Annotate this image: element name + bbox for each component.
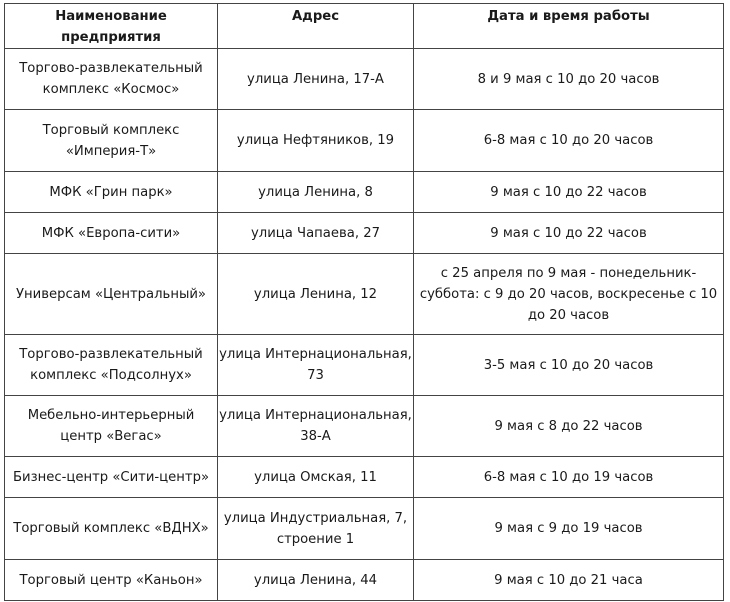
header-row — [5, 4, 724, 49]
cell-name: Торгово-развлекательный комплекс «Подсолнух» — [5, 335, 218, 396]
cell-name: Торговый центр «Каньон» — [5, 560, 218, 601]
cell-name: Торговый комплекс «Империя-Т» — [5, 110, 218, 172]
table-body — [5, 49, 724, 601]
cell-name: Бизнес-центр «Сити-центр» — [5, 457, 218, 498]
cell-hours: 9 мая с 10 до 22 часов — [414, 213, 724, 254]
header-hours: Дата и время работы — [414, 4, 724, 49]
cell-address: улица Нефтяников, 19 — [218, 110, 414, 172]
header-name: Наименование предприятия — [5, 4, 218, 49]
cell-name: МФК «Европа-сити» — [5, 213, 218, 254]
table-row — [5, 49, 724, 110]
table-row — [5, 335, 724, 396]
table-row — [5, 172, 724, 213]
cell-name: МФК «Грин парк» — [5, 172, 218, 213]
header-address: Адрес — [218, 4, 414, 49]
cell-address: улица Ленина, 17-А — [218, 49, 414, 110]
table-row — [5, 396, 724, 457]
cell-hours: 9 мая с 9 до 19 часов — [414, 498, 724, 560]
table-row — [5, 110, 724, 172]
cell-hours: 6-8 мая с 10 до 20 часов — [414, 110, 724, 172]
table-row — [5, 560, 724, 601]
cell-address: улица Ленина, 44 — [218, 560, 414, 601]
cell-hours: 6-8 мая с 10 до 19 часов — [414, 457, 724, 498]
table-header — [5, 4, 724, 49]
table-row — [5, 457, 724, 498]
cell-address: улица Омская, 11 — [218, 457, 414, 498]
cell-hours: 9 мая с 10 до 22 часов — [414, 172, 724, 213]
working-hours-table — [4, 3, 724, 601]
cell-hours: с 25 апреля по 9 мая - понедельник-суббота: с 9 до 20 часов, воскресенье с 10 до 20 часов — [414, 254, 724, 335]
cell-hours: 9 мая с 8 до 22 часов — [414, 396, 724, 457]
cell-name: Торговый комплекс «ВДНХ» — [5, 498, 218, 560]
cell-name: Мебельно-интерьерный центр «Вегас» — [5, 396, 218, 457]
cell-hours: 9 мая с 10 до 21 часа — [414, 560, 724, 601]
cell-address: улица Ленина, 8 — [218, 172, 414, 213]
cell-address: улица Интернациональная, 38-А — [218, 396, 414, 457]
cell-address: улица Интернациональная, 73 — [218, 335, 414, 396]
cell-address: улица Ленина, 12 — [218, 254, 414, 335]
cell-address: улица Чапаева, 27 — [218, 213, 414, 254]
cell-hours: 8 и 9 мая с 10 до 20 часов — [414, 49, 724, 110]
cell-name: Универсам «Центральный» — [5, 254, 218, 335]
table-row — [5, 254, 724, 335]
cell-hours: 3-5 мая с 10 до 20 часов — [414, 335, 724, 396]
cell-address: улица Индустриальная, 7, строение 1 — [218, 498, 414, 560]
table-row — [5, 213, 724, 254]
table-row — [5, 498, 724, 560]
cell-name: Торгово-развлекательный комплекс «Космос» — [5, 49, 218, 110]
